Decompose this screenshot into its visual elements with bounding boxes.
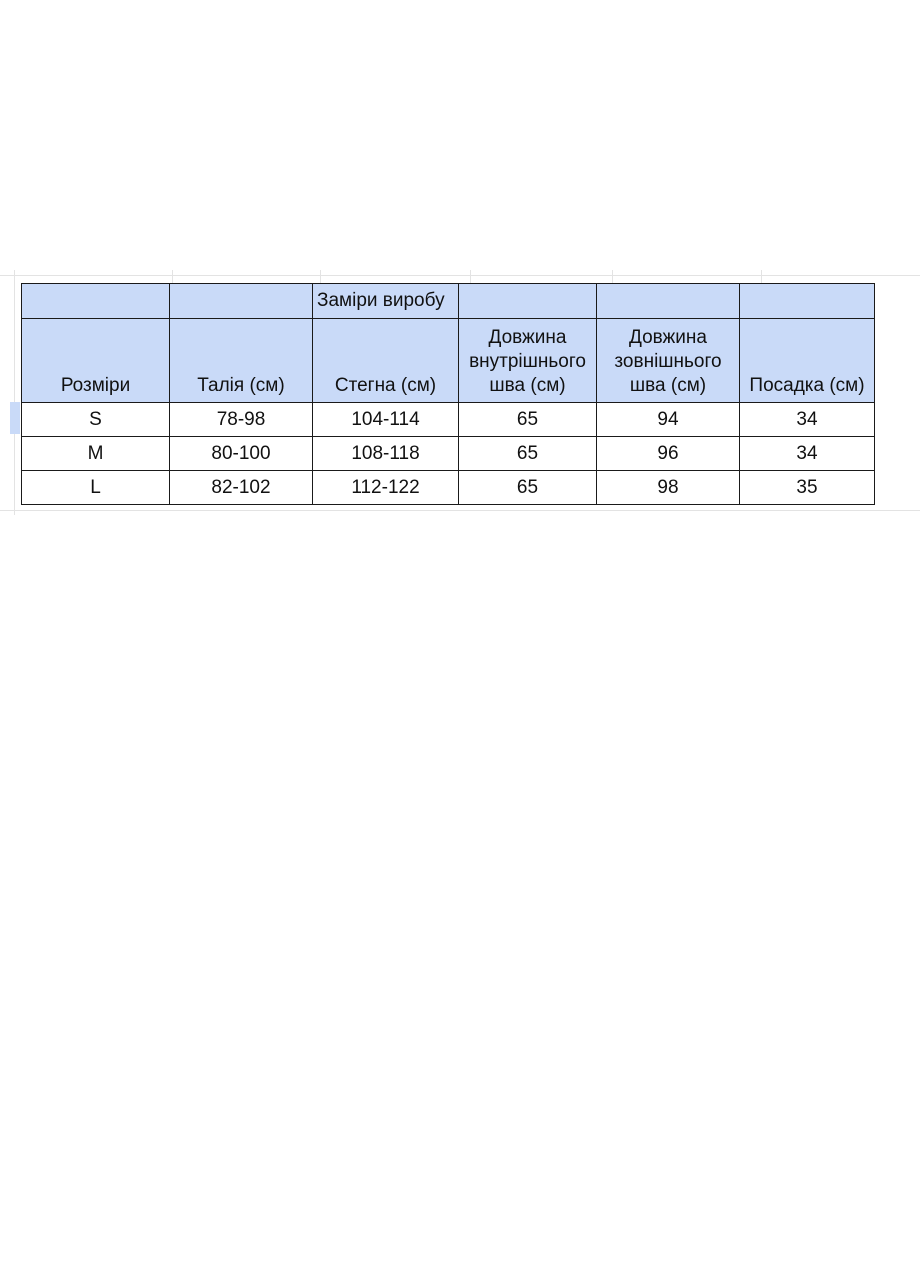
group-title-cell[interactable] <box>313 284 459 319</box>
header-label: Розміри <box>60 375 131 396</box>
header-label-line: шва (см) <box>489 375 566 396</box>
hips-cell[interactable]: 104-114 <box>313 403 459 437</box>
selected-row-marker <box>10 402 20 434</box>
inseam-cell[interactable]: 65 <box>459 471 597 505</box>
waist-cell[interactable]: 82-102 <box>170 471 313 505</box>
table-header-row <box>22 319 875 403</box>
table-row <box>22 403 875 437</box>
outseam-cell[interactable]: 98 <box>597 471 740 505</box>
rise-cell[interactable]: 34 <box>740 437 875 471</box>
hips-cell[interactable]: 108-118 <box>313 437 459 471</box>
rise-cell[interactable]: 35 <box>740 471 875 505</box>
gridline <box>320 270 321 284</box>
gridline <box>612 270 613 284</box>
table-cell[interactable] <box>170 284 313 319</box>
table-cell[interactable] <box>740 284 875 319</box>
table-cell[interactable] <box>22 284 170 319</box>
gridline <box>0 275 920 276</box>
gridline <box>761 270 762 284</box>
header-label-line: зовнішнього <box>614 351 722 372</box>
rise-cell[interactable]: 34 <box>740 403 875 437</box>
size-cell[interactable]: S <box>22 403 170 437</box>
gridline <box>0 510 920 511</box>
header-label-line: Довжина <box>488 327 567 348</box>
table-row <box>22 437 875 471</box>
header-cell-rise[interactable] <box>740 319 875 403</box>
table-cell[interactable] <box>597 284 740 319</box>
header-label-line: шва (см) <box>629 375 707 396</box>
gridline <box>172 270 173 284</box>
size-cell[interactable]: L <box>22 471 170 505</box>
header-cell-inseam[interactable] <box>459 319 597 403</box>
gridline <box>14 270 15 515</box>
inseam-cell[interactable]: 65 <box>459 437 597 471</box>
header-label: Талія (см) <box>197 375 285 396</box>
header-label: Стегна (см) <box>334 375 437 396</box>
waist-cell[interactable]: 80-100 <box>170 437 313 471</box>
table-title-row <box>22 284 875 319</box>
header-cell-outseam[interactable] <box>597 319 740 403</box>
hips-cell[interactable]: 112-122 <box>313 471 459 505</box>
header-label-line: Довжина <box>629 327 707 348</box>
header-cell-sizes[interactable] <box>22 319 170 403</box>
group-title: Заміри виробу <box>317 290 445 311</box>
inseam-cell[interactable]: 65 <box>459 403 597 437</box>
outseam-cell[interactable]: 94 <box>597 403 740 437</box>
gridline <box>470 270 471 284</box>
outseam-cell[interactable]: 96 <box>597 437 740 471</box>
header-label: Посадка (см) <box>749 375 865 396</box>
header-cell-hips[interactable] <box>313 319 459 403</box>
table-cell[interactable] <box>459 284 597 319</box>
size-cell[interactable]: M <box>22 437 170 471</box>
table-row <box>22 471 875 505</box>
waist-cell[interactable]: 78-98 <box>170 403 313 437</box>
size-chart-table <box>21 283 875 505</box>
header-cell-waist[interactable] <box>170 319 313 403</box>
header-label-line: внутрішнього <box>469 351 586 372</box>
